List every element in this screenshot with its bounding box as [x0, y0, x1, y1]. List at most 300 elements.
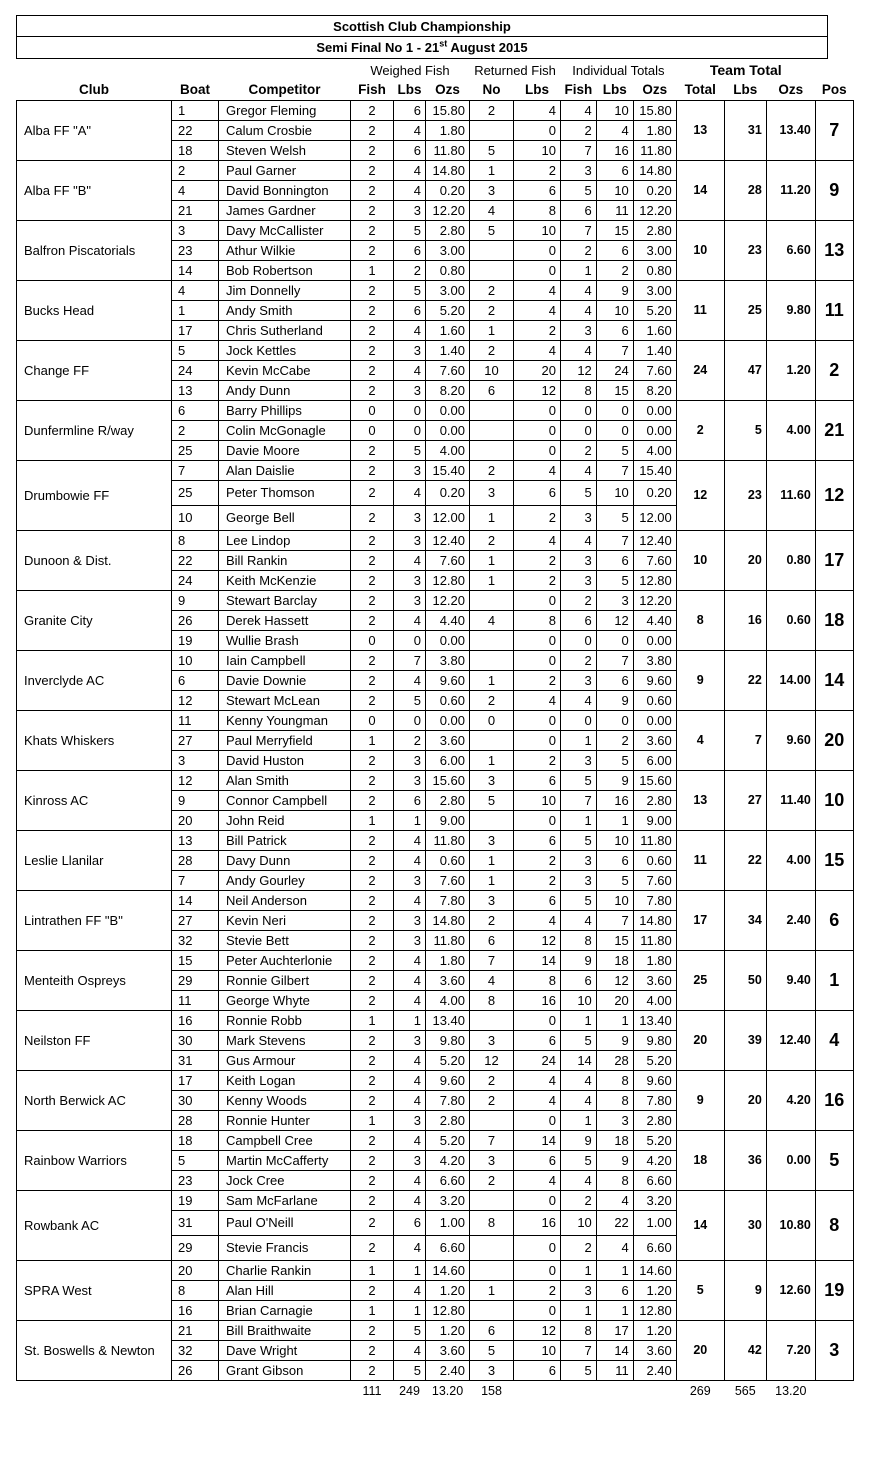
club-name: Dunoon & Dist.	[17, 530, 172, 590]
weighed-fish: 2	[351, 460, 394, 480]
returned-no: 5	[470, 790, 514, 810]
club-name: Alba FF "A"	[17, 100, 172, 160]
returned-lbs: 6	[514, 1360, 561, 1380]
boat-number: 15	[172, 950, 219, 970]
competitor-name: Ronnie Robb	[219, 1010, 351, 1030]
individual-lbs: 3	[596, 590, 633, 610]
returned-no: 1	[470, 160, 514, 180]
returned-no: 12	[470, 1050, 514, 1070]
weighed-fish: 2	[351, 505, 394, 530]
weighed-lbs: 4	[394, 1235, 426, 1260]
individual-fish: 6	[561, 610, 597, 630]
competitor-name: Chris Sutherland	[219, 320, 351, 340]
returned-lbs: 0	[514, 1260, 561, 1280]
subtitle-pre: Semi Final No 1 - 21	[316, 40, 440, 55]
competitor-name: Andy Dunn	[219, 380, 351, 400]
competitor-row	[17, 1320, 854, 1340]
individual-ozs: 2.80	[633, 220, 676, 240]
team-lbs: 20	[724, 1070, 766, 1130]
team-total-header: Team Total	[709, 62, 782, 78]
team-lbs: 16	[724, 590, 766, 650]
weighed-lbs: 1	[394, 1260, 426, 1280]
boat-number: 10	[172, 650, 219, 670]
weighed-ozs: 3.60	[426, 1340, 470, 1360]
returned-lbs: 2	[514, 850, 561, 870]
competitor-name: Stewart McLean	[219, 690, 351, 710]
returned-lbs: 16	[514, 990, 561, 1010]
team-ozs: 4.00	[766, 830, 815, 890]
col-header-ind-lbs: Lbs	[602, 82, 627, 98]
team-total: 13	[676, 770, 724, 830]
team-lbs: 20	[724, 530, 766, 590]
col-header-ind-fish: Fish	[564, 82, 593, 98]
weighed-fish: 2	[351, 1190, 394, 1210]
competitor-name: Martin McCafferty	[219, 1150, 351, 1170]
individual-ozs: 11.80	[633, 140, 676, 160]
individual-fish: 8	[561, 380, 597, 400]
returned-lbs: 14	[514, 950, 561, 970]
competitor-row	[17, 950, 854, 970]
col-header-boat: Boat	[180, 82, 210, 98]
boat-number: 2	[172, 420, 219, 440]
boat-number: 28	[172, 850, 219, 870]
returned-no: 2	[470, 300, 514, 320]
club-name: Khats Whiskers	[17, 710, 172, 770]
competitor-row	[17, 650, 854, 670]
weighed-lbs: 0	[394, 420, 426, 440]
boat-number: 21	[172, 1320, 219, 1340]
individual-lbs: 10	[596, 830, 633, 850]
individual-ozs: 5.20	[633, 1130, 676, 1150]
weighed-ozs: 9.60	[426, 670, 470, 690]
weighed-ozs: 12.80	[426, 1300, 470, 1320]
individual-lbs: 8	[596, 1070, 633, 1090]
team-total: 11	[676, 280, 724, 340]
individual-ozs: 0.60	[633, 690, 676, 710]
weighed-lbs: 3	[394, 570, 426, 590]
individual-fish: 2	[561, 240, 597, 260]
individual-fish: 6	[561, 200, 597, 220]
individual-fish: 9	[561, 950, 597, 970]
team-total: 12	[676, 460, 724, 530]
weighed-fish: 2	[351, 870, 394, 890]
individual-lbs: 15	[596, 930, 633, 950]
team-total: 20	[676, 1010, 724, 1070]
boat-number: 20	[172, 810, 219, 830]
competitor-name: Mark Stevens	[219, 1030, 351, 1050]
individual-fish: 5	[561, 1360, 597, 1380]
team-total: 17	[676, 890, 724, 950]
competitor-name: Jim Donnelly	[219, 280, 351, 300]
returned-lbs: 4	[514, 690, 561, 710]
returned-no: 1	[470, 550, 514, 570]
returned-no: 2	[470, 1090, 514, 1110]
team-ozs: 11.20	[766, 160, 815, 220]
competitor-name: George Bell	[219, 505, 351, 530]
team-total: 14	[676, 160, 724, 220]
team-ozs: 0.60	[766, 590, 815, 650]
individual-ozs: 0.00	[633, 420, 676, 440]
weighed-ozs: 0.00	[426, 420, 470, 440]
individual-fish: 6	[561, 970, 597, 990]
competitor-name: Iain Campbell	[219, 650, 351, 670]
weighed-ozs: 11.80	[426, 830, 470, 850]
individual-ozs: 3.20	[633, 1190, 676, 1210]
weighed-lbs: 4	[394, 120, 426, 140]
individual-lbs: 12	[596, 970, 633, 990]
competitor-name: Kenny Woods	[219, 1090, 351, 1110]
competitor-name: Barry Phillips	[219, 400, 351, 420]
boat-number: 24	[172, 570, 219, 590]
weighed-ozs: 14.80	[426, 160, 470, 180]
individual-ozs: 5.20	[633, 300, 676, 320]
individual-lbs: 5	[596, 440, 633, 460]
competitor-name: Bill Patrick	[219, 830, 351, 850]
individual-fish: 4	[561, 1170, 597, 1190]
competitor-name: Calum Crosbie	[219, 120, 351, 140]
competitor-row	[17, 830, 854, 850]
boat-number: 22	[172, 120, 219, 140]
returned-no: 4	[470, 610, 514, 630]
competitor-name: Kevin Neri	[219, 910, 351, 930]
weighed-ozs: 2.80	[426, 220, 470, 240]
individual-fish: 2	[561, 440, 597, 460]
competitor-name: David Huston	[219, 750, 351, 770]
club-name: Menteith Ospreys	[17, 950, 172, 1010]
weighed-ozs: 0.00	[426, 710, 470, 730]
individual-fish: 3	[561, 870, 597, 890]
boat-number: 16	[172, 1300, 219, 1320]
individual-fish: 2	[561, 120, 597, 140]
weighed-fish: 2	[351, 100, 394, 120]
returned-lbs: 2	[514, 160, 561, 180]
individual-fish: 4	[561, 1070, 597, 1090]
club-name: North Berwick AC	[17, 1070, 172, 1130]
weighed-fish: 2	[351, 650, 394, 670]
returned-no: 6	[470, 930, 514, 950]
individual-ozs: 1.20	[633, 1320, 676, 1340]
individual-lbs: 16	[596, 140, 633, 160]
team-ozs: 9.60	[766, 710, 815, 770]
team-lbs: 47	[724, 340, 766, 400]
competitor-row	[17, 1130, 854, 1150]
returned-lbs: 4	[514, 1170, 561, 1190]
individual-fish: 2	[561, 1190, 597, 1210]
returned-no: 10	[470, 360, 514, 380]
team-lbs: 31	[724, 100, 766, 160]
returned-no: 7	[470, 1130, 514, 1150]
weighed-lbs: 3	[394, 340, 426, 360]
individual-ozs: 14.80	[633, 910, 676, 930]
individual-ozs: 0.00	[633, 710, 676, 730]
weighed-ozs: 1.80	[426, 120, 470, 140]
competitor-row	[17, 710, 854, 730]
individual-fish: 0	[561, 400, 597, 420]
weighed-fish: 2	[351, 1030, 394, 1050]
weighed-lbs: 3	[394, 590, 426, 610]
weighed-ozs: 13.40	[426, 1010, 470, 1030]
individual-fish: 7	[561, 220, 597, 240]
col-header-team-ozs: Ozs	[778, 82, 804, 98]
weighed-lbs: 4	[394, 1280, 426, 1300]
competitor-row	[17, 1260, 854, 1280]
individual-lbs: 11	[596, 200, 633, 220]
weighed-ozs: 15.60	[426, 770, 470, 790]
position: 8	[815, 1190, 853, 1260]
club-name: Granite City	[17, 590, 172, 650]
club-name: Inverclyde AC	[17, 650, 172, 710]
weighed-fish: 1	[351, 1010, 394, 1030]
returned-lbs: 4	[514, 1090, 561, 1110]
boat-number: 13	[172, 830, 219, 850]
weighed-fish: 1	[351, 260, 394, 280]
boat-number: 28	[172, 1110, 219, 1130]
individual-lbs: 12	[596, 610, 633, 630]
competitor-name: Davy McCallister	[219, 220, 351, 240]
competitor-name: Stewart Barclay	[219, 590, 351, 610]
boat-number: 19	[172, 630, 219, 650]
competitor-row	[17, 220, 854, 240]
team-ozs: 4.00	[766, 400, 815, 460]
weighed-fish: 2	[351, 850, 394, 870]
individual-ozs: 0.20	[633, 480, 676, 505]
boat-number: 23	[172, 1170, 219, 1190]
competitor-name: Gregor Fleming	[219, 100, 351, 120]
returned-lbs: 0	[514, 730, 561, 750]
position: 11	[815, 280, 853, 340]
individual-lbs: 0	[596, 710, 633, 730]
individual-lbs: 7	[596, 530, 633, 550]
returned-no: 3	[470, 770, 514, 790]
weighed-ozs: 3.00	[426, 280, 470, 300]
individual-lbs: 5	[596, 570, 633, 590]
boat-number: 27	[172, 910, 219, 930]
club-name: Kinross AC	[17, 770, 172, 830]
individual-fish: 5	[561, 1030, 597, 1050]
individual-ozs: 2.80	[633, 790, 676, 810]
team-ozs: 0.80	[766, 530, 815, 590]
individual-lbs: 6	[596, 320, 633, 340]
weighed-lbs: 6	[394, 1210, 426, 1235]
boat-number: 18	[172, 140, 219, 160]
subtitle-post: August 2015	[447, 40, 528, 55]
individual-ozs: 3.80	[633, 650, 676, 670]
weighed-fish: 2	[351, 950, 394, 970]
returned-lbs: 0	[514, 440, 561, 460]
returned-no	[470, 260, 514, 280]
team-ozs: 10.80	[766, 1190, 815, 1260]
club-name: Leslie Llanilar	[17, 830, 172, 890]
returned-lbs: 2	[514, 1280, 561, 1300]
weighed-ozs: 0.00	[426, 630, 470, 650]
individual-fish: 2	[561, 1235, 597, 1260]
individual-lbs: 1	[596, 1300, 633, 1320]
boat-number: 30	[172, 1030, 219, 1050]
returned-no: 3	[470, 480, 514, 505]
returned-no: 0	[470, 710, 514, 730]
individual-ozs: 12.20	[633, 200, 676, 220]
individual-fish: 7	[561, 140, 597, 160]
weighed-fish: 1	[351, 730, 394, 750]
boat-number: 3	[172, 220, 219, 240]
weighed-lbs: 4	[394, 1090, 426, 1110]
competitor-name: Colin McGonagle	[219, 420, 351, 440]
weighed-ozs: 4.00	[426, 990, 470, 1010]
team-ozs: 7.20	[766, 1320, 815, 1380]
weighed-lbs: 4	[394, 550, 426, 570]
weighed-ozs: 4.40	[426, 610, 470, 630]
total-team-total: 269	[689, 1384, 711, 1399]
weighed-fish: 2	[351, 1320, 394, 1340]
individual-lbs: 10	[596, 480, 633, 505]
team-lbs: 23	[724, 460, 766, 530]
competitor-name: Bill Rankin	[219, 550, 351, 570]
returned-lbs: 2	[514, 570, 561, 590]
boat-number: 14	[172, 260, 219, 280]
boat-number: 20	[172, 1260, 219, 1280]
weighed-fish: 2	[351, 990, 394, 1010]
sheet-subtitle	[16, 37, 828, 59]
returned-lbs: 0	[514, 1300, 561, 1320]
individual-ozs: 12.00	[633, 505, 676, 530]
returned-lbs: 4	[514, 300, 561, 320]
team-ozs: 9.80	[766, 280, 815, 340]
individual-ozs: 15.40	[633, 460, 676, 480]
competitor-name: Sam McFarlane	[219, 1190, 351, 1210]
boat-number: 4	[172, 280, 219, 300]
individual-lbs: 2	[596, 730, 633, 750]
individual-lbs: 6	[596, 670, 633, 690]
competitor-name: Andy Smith	[219, 300, 351, 320]
team-ozs: 2.40	[766, 890, 815, 950]
individual-lbs: 7	[596, 650, 633, 670]
weighed-fish: 1	[351, 810, 394, 830]
position: 14	[815, 650, 853, 710]
boat-number: 6	[172, 670, 219, 690]
team-lbs: 23	[724, 220, 766, 280]
individual-ozs: 4.40	[633, 610, 676, 630]
returned-lbs: 0	[514, 710, 561, 730]
returned-no: 6	[470, 1320, 514, 1340]
club-name: Change FF	[17, 340, 172, 400]
team-lbs: 7	[724, 710, 766, 770]
club-name: Lintrathen FF "B"	[17, 890, 172, 950]
boat-number: 5	[172, 340, 219, 360]
col-header-returned-no: No	[482, 82, 501, 98]
weighed-ozs: 1.20	[426, 1320, 470, 1340]
competitor-row	[17, 280, 854, 300]
total-returned-no: 158	[481, 1384, 502, 1399]
individual-fish: 1	[561, 810, 597, 830]
competitor-row	[17, 100, 854, 120]
returned-lbs: 2	[514, 550, 561, 570]
individual-fish: 4	[561, 300, 597, 320]
returned-no: 1	[470, 750, 514, 770]
individual-fish: 2	[561, 650, 597, 670]
boat-number: 27	[172, 730, 219, 750]
individual-ozs: 11.80	[633, 930, 676, 950]
weighed-lbs: 6	[394, 100, 426, 120]
returned-lbs: 0	[514, 1235, 561, 1260]
individual-fish: 14	[561, 1050, 597, 1070]
weighed-lbs: 4	[394, 1130, 426, 1150]
returned-lbs: 4	[514, 100, 561, 120]
total-team-ozs: 13.20	[775, 1384, 807, 1399]
weighed-ozs: 4.00	[426, 440, 470, 460]
competitor-row	[17, 400, 854, 420]
competitor-name: Steven Welsh	[219, 140, 351, 160]
individual-lbs: 0	[596, 420, 633, 440]
competitor-row	[17, 1070, 854, 1090]
individual-fish: 4	[561, 340, 597, 360]
competitor-name: Kenny Youngman	[219, 710, 351, 730]
weighed-lbs: 4	[394, 480, 426, 505]
competitor-row	[17, 340, 854, 360]
returned-lbs: 8	[514, 610, 561, 630]
club-name: Drumbowie FF	[17, 460, 172, 530]
team-lbs: 22	[724, 830, 766, 890]
weighed-fish: 2	[351, 440, 394, 460]
weighed-lbs: 6	[394, 790, 426, 810]
individual-ozs: 12.20	[633, 590, 676, 610]
competitor-name: Alan Smith	[219, 770, 351, 790]
competitor-name: Wullie Brash	[219, 630, 351, 650]
individual-lbs: 24	[596, 360, 633, 380]
returned-no: 2	[470, 100, 514, 120]
individual-lbs: 7	[596, 910, 633, 930]
individual-fish: 4	[561, 910, 597, 930]
boat-number: 13	[172, 380, 219, 400]
weighed-fish: 2	[351, 1360, 394, 1380]
weighed-lbs: 5	[394, 280, 426, 300]
returned-no: 2	[470, 340, 514, 360]
boat-number: 1	[172, 300, 219, 320]
competitor-name: Ronnie Gilbert	[219, 970, 351, 990]
weighed-lbs: 4	[394, 180, 426, 200]
competitor-name: John Reid	[219, 810, 351, 830]
competitor-row	[17, 770, 854, 790]
results-table	[16, 60, 854, 1402]
boat-number: 32	[172, 1340, 219, 1360]
returned-no	[470, 1010, 514, 1030]
returned-no	[470, 1110, 514, 1130]
returned-lbs: 4	[514, 340, 561, 360]
col-header-fish: Fish	[358, 82, 386, 98]
competitor-row	[17, 1190, 854, 1210]
competitor-name: Davy Dunn	[219, 850, 351, 870]
boat-number: 7	[172, 460, 219, 480]
competitor-name: David Bonnington	[219, 180, 351, 200]
team-total: 10	[676, 530, 724, 590]
individual-fish: 1	[561, 730, 597, 750]
weighed-ozs: 3.80	[426, 650, 470, 670]
team-lbs: 30	[724, 1190, 766, 1260]
team-ozs: 12.40	[766, 1010, 815, 1070]
weighed-fish: 1	[351, 1260, 394, 1280]
team-total: 5	[676, 1260, 724, 1320]
weighed-ozs: 12.20	[426, 200, 470, 220]
weighed-fish: 2	[351, 970, 394, 990]
boat-number: 22	[172, 550, 219, 570]
individual-ozs: 0.00	[633, 630, 676, 650]
competitor-name: Neil Anderson	[219, 890, 351, 910]
returned-no: 5	[470, 220, 514, 240]
returned-no: 1	[470, 570, 514, 590]
individual-lbs: 6	[596, 240, 633, 260]
individual-ozs: 9.60	[633, 670, 676, 690]
boat-number: 31	[172, 1050, 219, 1070]
competitor-name: Dave Wright	[219, 1340, 351, 1360]
